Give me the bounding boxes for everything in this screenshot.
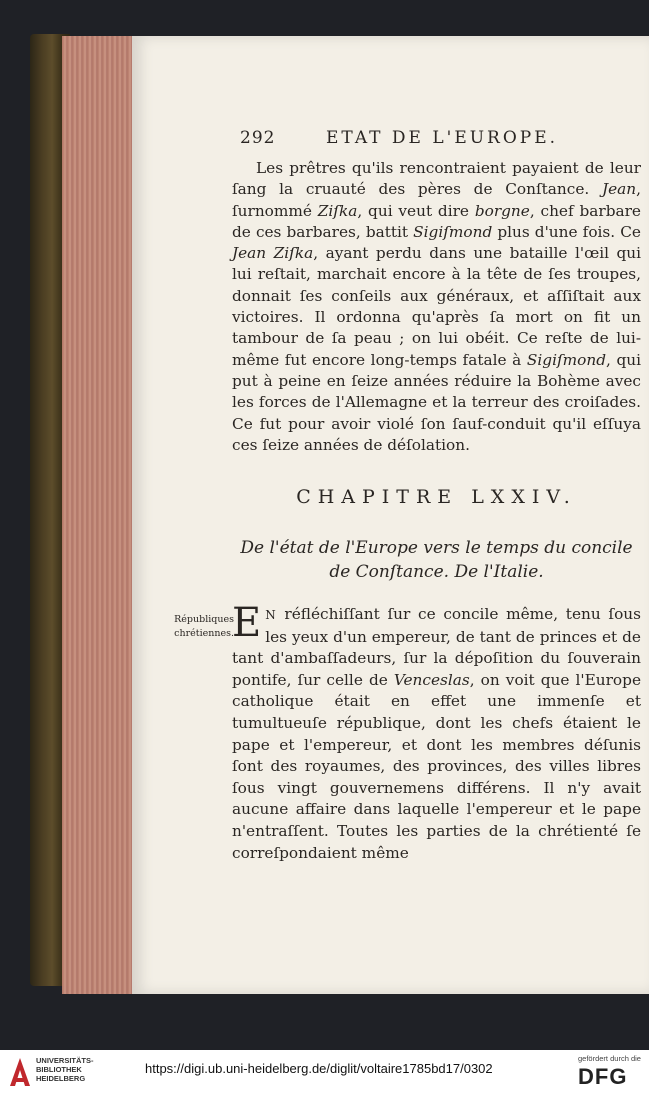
text-span: , ayant perdu dans une bataille l'œil qui lui reſtait, marchait encore à la tête de ſes troupes, donnait ſes conſeils aux généraux, et aſſiſtait aux victoires. Il ordonna qu'après ſa mort on fit un tambour de ſa peau ; on lui obéit. Ce reſte de lui-même fut encore long-temps fatale à xyxy=(232,244,641,369)
paragraph-1 xyxy=(232,158,641,456)
subtitle-line-2: de Conſtance. De l'Italie. xyxy=(329,562,544,582)
text-span: , ſurnommé xyxy=(232,180,641,220)
italic-word: borgne xyxy=(474,201,530,220)
text-span: réfléchiſſant ſur ce concile même, tenu ſous les yeux d'un empereur, de tant de princes et de tant d'ambaſſadeurs, ſur la dépoſition du ſouverain pontife, ſur celle de xyxy=(232,605,641,689)
italic-name: Jean xyxy=(601,180,637,199)
page-number: 292 xyxy=(240,128,276,148)
italic-name: Sigiſmond xyxy=(526,350,606,369)
small-caps: N xyxy=(265,608,277,622)
page-edges xyxy=(62,36,134,994)
library-line-3: HEIDELBERG xyxy=(36,1074,86,1083)
running-title: ETAT DE L'EUROPE. xyxy=(326,128,559,148)
permalink-url[interactable]: https://digi.ub.uni-heidelberg.de/diglit/voltaire1785bd17/0302 xyxy=(145,1061,493,1076)
text-span: , qui veut dire xyxy=(357,201,475,220)
marginal-note xyxy=(146,613,234,641)
paragraph-2 xyxy=(232,600,641,864)
library-name[interactable] xyxy=(36,1056,116,1083)
subtitle-line-1: De l'état de l'Europe vers le temps du concile xyxy=(240,538,633,558)
italic-name: Sigiſmond xyxy=(413,222,493,241)
text-span: Les prêtres qu'ils rencontraient payaient de leur ſang la cruauté des pères de Conſtance. xyxy=(232,159,641,199)
text-span: , on voit que l'Europe catholique était en effet une immenſe et tumultueuſe république, dont les chefs étaient le pape et l'empereur, et dont les membres déſunis ſont des royaumes, des provinces, des villes libres ſous vingt gouvernemens différens. Il n'y avait aucune affaire dans laquelle l'empereur et le pape n'entraſſent. Toutes les parties de la chrétienté ſe correſpondaient même xyxy=(232,670,641,862)
running-head xyxy=(236,128,636,150)
marginal-line-2: chrétiennes. xyxy=(174,628,234,639)
text-span: , chef barbare de ces barbares, battit xyxy=(232,201,641,241)
text-span: plus d'une fois. Ce xyxy=(492,222,641,241)
library-line-1: UNIVERSITÄTS- xyxy=(36,1056,94,1065)
university-logo-icon[interactable] xyxy=(8,1056,32,1088)
italic-name: Ziſka xyxy=(317,201,358,220)
funder-caption: gefördert durch die xyxy=(578,1054,641,1063)
drop-cap: E xyxy=(232,600,262,646)
text-span: , qui put à peine en ſeize années réduire la Bohème avec les forces de l'Allemagne et la terreur des croiſades. Ce fut pour avoir violé ſon ſauf-conduit qu'il eſſuya ces ſeize années de déſolation. xyxy=(232,350,642,454)
italic-name: Jean Ziſka xyxy=(232,244,314,263)
marginal-line-1: Républiques xyxy=(174,614,234,625)
library-line-2: BIBLIOTHEK xyxy=(36,1065,82,1074)
italic-name: Venceslas xyxy=(393,670,470,689)
chapter-heading: CHAPITRE LXXIV. xyxy=(296,486,577,508)
dfg-logo[interactable]: DFG xyxy=(578,1064,628,1089)
chapter-subtitle xyxy=(232,536,641,584)
